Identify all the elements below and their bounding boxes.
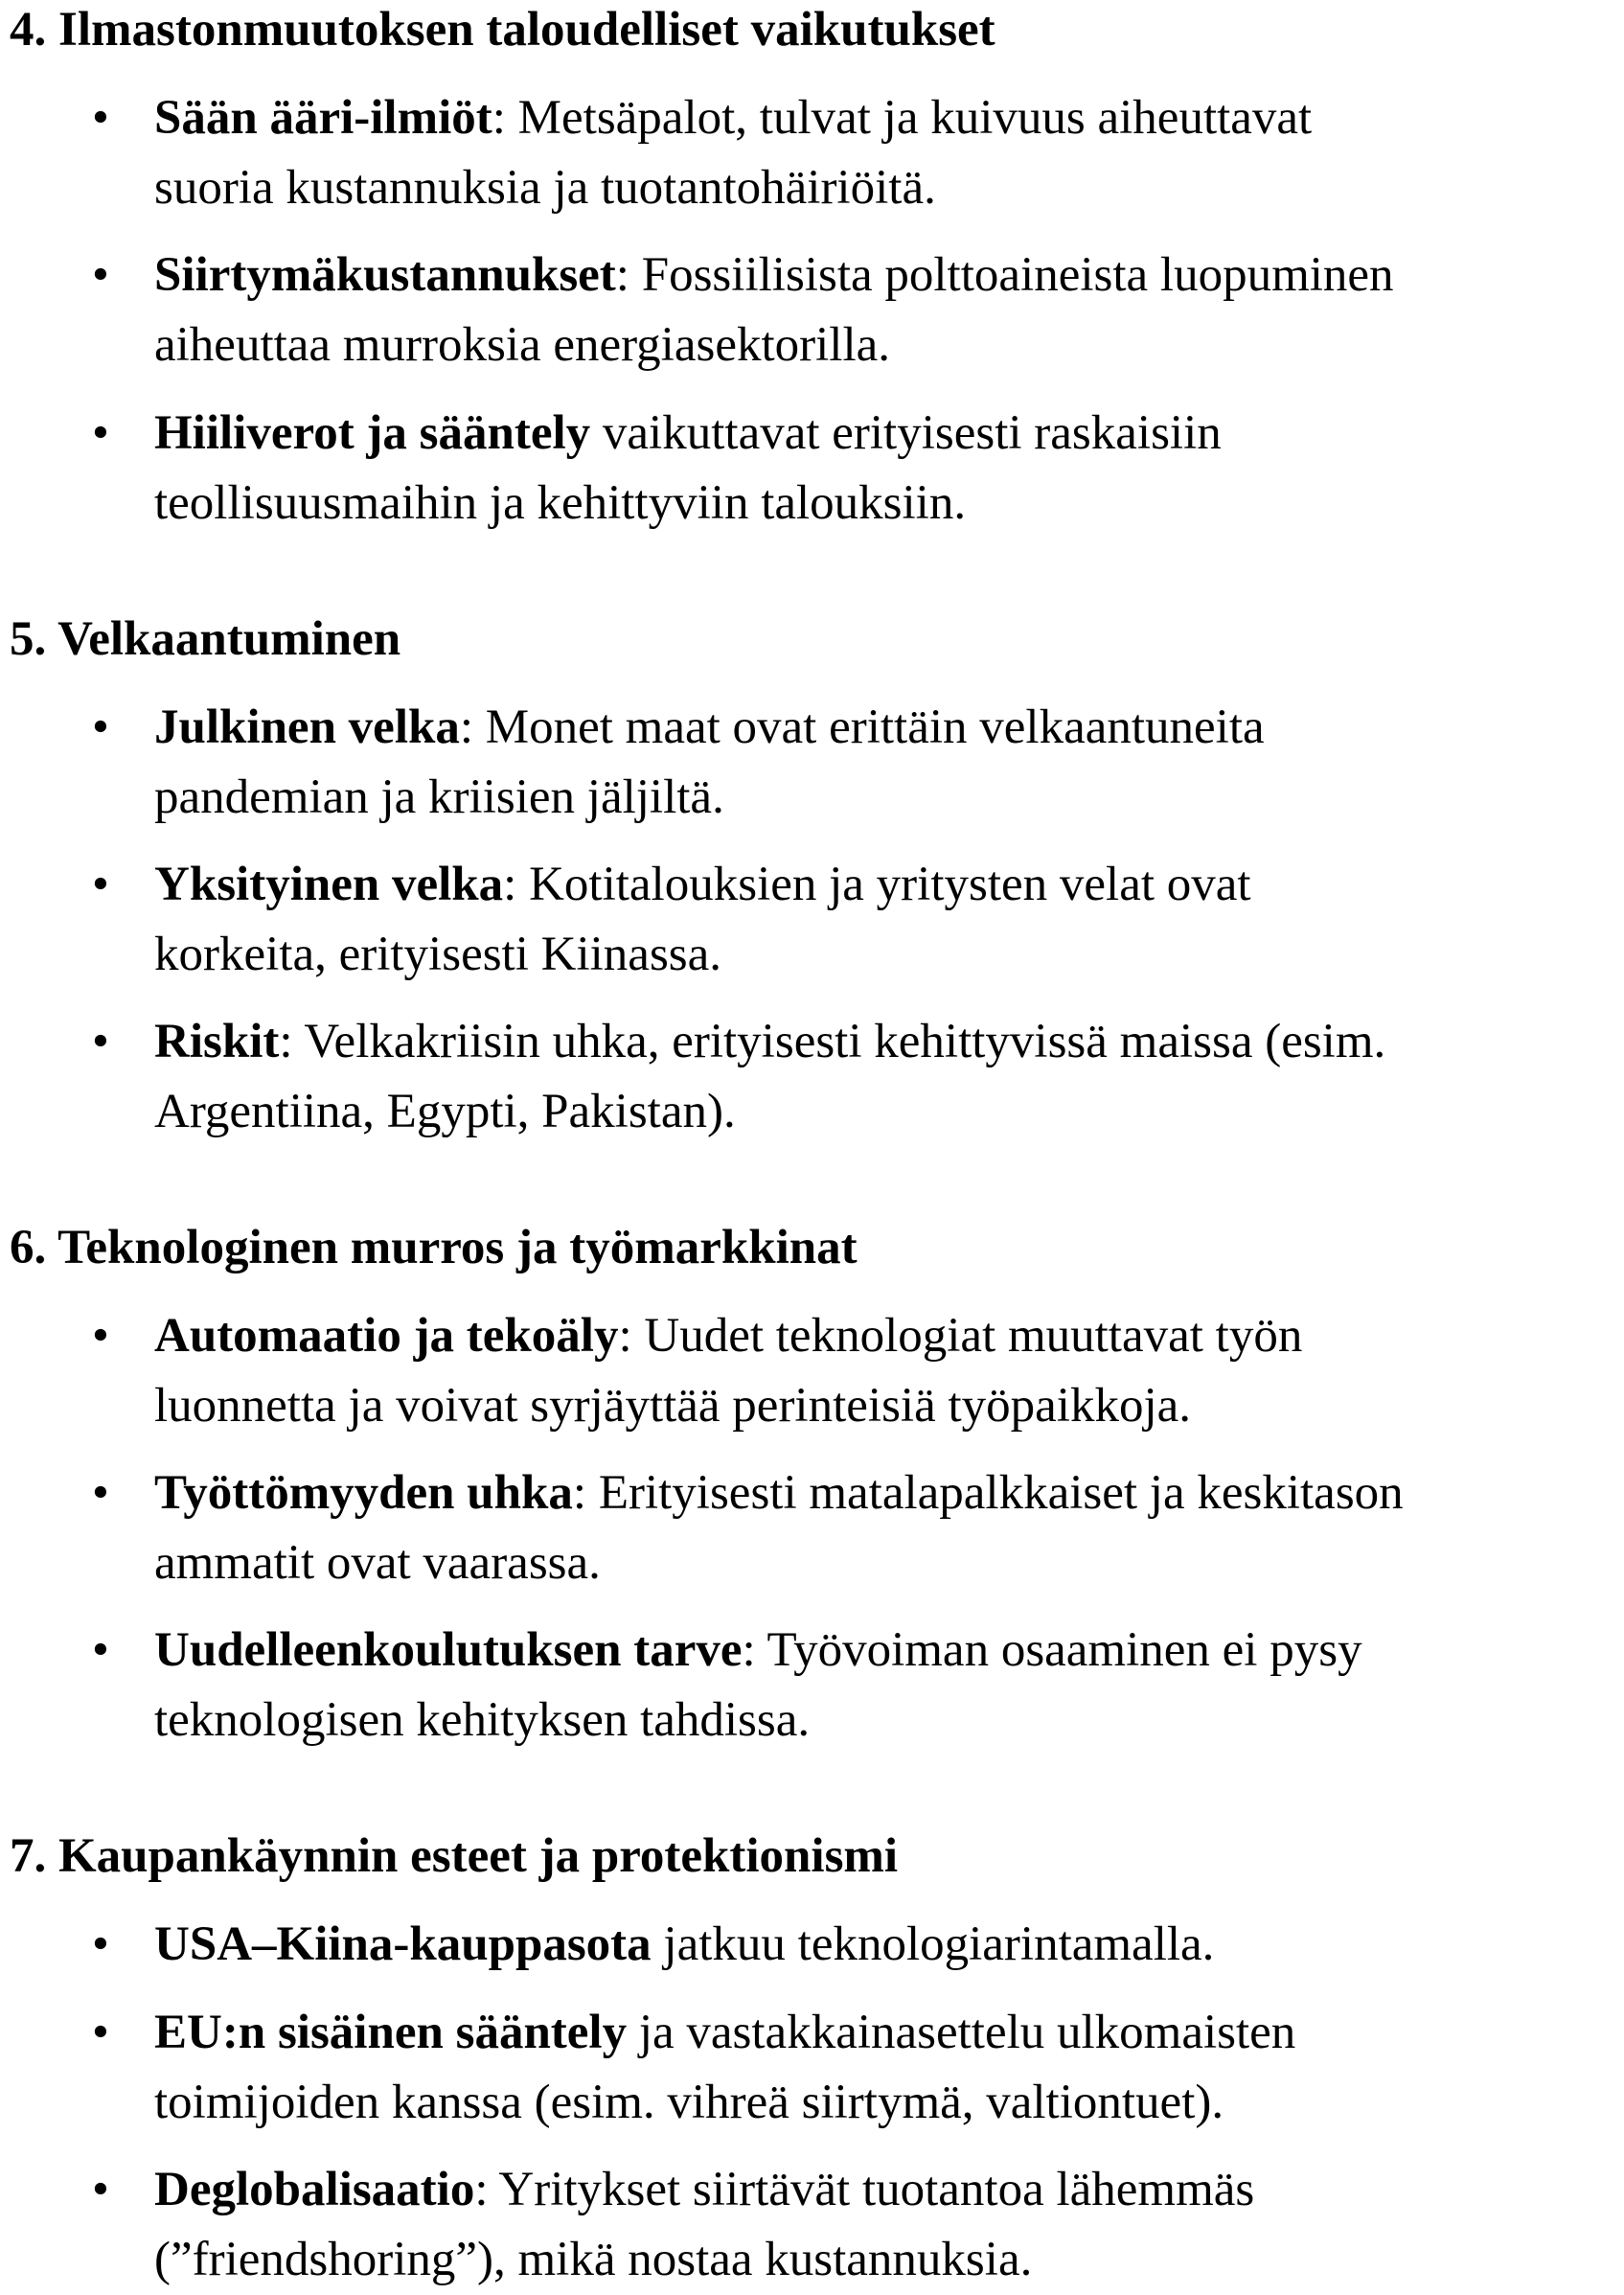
item-separator: : <box>492 91 518 145</box>
item-term: Siirtymäkustannukset <box>154 248 616 302</box>
bullet-icon: • <box>92 91 109 145</box>
item-term: Hiiliverot ja sääntely <box>154 406 591 460</box>
item-line-1 <box>154 850 1620 920</box>
item-line-1 <box>154 1301 1620 1371</box>
section-heading: 7. Kaupankäynnin esteet ja protektionismi <box>10 1829 899 1883</box>
item-term: EU:n sisäinen sääntely <box>154 2006 628 2059</box>
item-line-2: aiheuttaa murroksia energiasektorilla. <box>154 318 891 372</box>
bullet-icon: • <box>92 2006 109 2059</box>
item-text <box>154 1007 1620 1147</box>
item-line-1 <box>154 1998 1620 2068</box>
item-text <box>154 1910 1620 1980</box>
item-rest: Uudet teknologiat muuttavat työn <box>644 1309 1303 1363</box>
item-line-1 <box>154 1616 1620 1686</box>
item-line-1 <box>154 1910 1620 1980</box>
section-heading: 5. Velkaantuminen <box>10 612 401 666</box>
item-rest: jatkuu teknologiarintamalla. <box>663 1917 1215 1971</box>
item-line-2: teknologisen kehityksen tahdissa. <box>154 1693 811 1747</box>
item-term: USA–Kiina-kauppasota <box>154 1917 652 1971</box>
item-separator <box>590 406 603 460</box>
item-line-2: (”friendshoring”), mikä nostaa kustannuksia. <box>154 2233 1033 2286</box>
section-heading: 6. Teknologinen murros ja työmarkkinat <box>10 1221 858 1274</box>
item-text <box>154 1301 1620 1441</box>
item-line-2: teollisuusmaihin ja kehittyviin talouksiin. <box>154 476 967 530</box>
item-line-1 <box>154 83 1620 153</box>
item-rest: Työvoiman osaaminen ei pysy <box>766 1623 1362 1677</box>
item-line-1 <box>154 1458 1620 1528</box>
item-text <box>154 83 1620 223</box>
item-line-2: luonnetta ja voivat syrjäyttää perinteisiä työpaikkoja. <box>154 1379 1192 1433</box>
item-separator: : <box>459 700 486 754</box>
item-text <box>154 1458 1620 1598</box>
bullet-icon: • <box>92 2163 109 2216</box>
item-text <box>154 850 1620 990</box>
item-separator: : <box>279 1015 305 1068</box>
item-text <box>154 2155 1620 2295</box>
item-term: Sään ääri-ilmiöt <box>154 91 492 145</box>
item-line-2: Argentiina, Egypti, Pakistan). <box>154 1085 736 1138</box>
item-text <box>154 1616 1620 1756</box>
item-rest: Yritykset siirtävät tuotantoa lähemmäs <box>498 2163 1255 2216</box>
item-rest: ja vastakkainasettelu ulkomaisten <box>638 2006 1296 2059</box>
item-term: Riskit <box>154 1015 280 1068</box>
item-separator: : <box>474 2163 499 2216</box>
item-line-2: suoria kustannuksia ja tuotantohäiriöitä. <box>154 161 936 215</box>
bullet-icon: • <box>92 1917 109 1971</box>
bullet-icon: • <box>92 1015 109 1068</box>
item-separator: : <box>615 248 642 302</box>
item-separator <box>652 1917 664 1971</box>
bullet-icon: • <box>92 858 109 911</box>
item-separator: : <box>572 1466 599 1520</box>
item-line-1 <box>154 1007 1620 1077</box>
item-term: Uudelleenkoulutuksen tarve <box>154 1623 743 1677</box>
item-text <box>154 693 1620 833</box>
item-term: Yksityinen velka <box>154 858 504 911</box>
item-line-1 <box>154 241 1620 310</box>
item-rest: Monet maat ovat erittäin velkaantuneita <box>485 700 1265 754</box>
item-separator: : <box>742 1623 767 1677</box>
item-line-2: ammatit ovat vaarassa. <box>154 1536 601 1590</box>
item-text <box>154 1998 1620 2138</box>
item-separator: : <box>503 858 530 911</box>
item-line-1 <box>154 399 1620 469</box>
bullet-icon: • <box>92 1309 109 1363</box>
item-term: Automaatio ja tekoäly <box>154 1309 619 1363</box>
item-rest: Fossiilisista polttoaineista luopuminen <box>641 248 1394 302</box>
item-rest: Velkakriisin uhka, erityisesti kehittyvissä maissa (esim. <box>304 1015 1386 1068</box>
bullet-icon: • <box>92 700 109 754</box>
bullet-icon: • <box>92 406 109 460</box>
item-line-1 <box>154 693 1620 763</box>
item-rest: vaikuttavat erityisesti raskaisiin <box>602 406 1222 460</box>
bullet-icon: • <box>92 248 109 302</box>
item-line-2: toimijoiden kanssa (esim. vihreä siirtymä, valtiontuet). <box>154 2076 1224 2129</box>
section-heading: 4. Ilmastonmuutoksen taloudelliset vaikutukset <box>10 3 995 57</box>
item-rest: Erityisesti matalapalkkaiset ja keskitason <box>598 1466 1404 1520</box>
item-term: Työttömyyden uhka <box>154 1466 573 1520</box>
item-rest: Kotitalouksien ja yritysten velat ovat <box>529 858 1251 911</box>
item-text <box>154 399 1620 539</box>
item-term: Julkinen velka <box>154 700 460 754</box>
item-line-2: pandemian ja kriisien jäljiltä. <box>154 770 724 824</box>
bullet-icon: • <box>92 1466 109 1520</box>
item-separator: : <box>618 1309 645 1363</box>
item-text <box>154 241 1620 380</box>
bullet-icon: • <box>92 1623 109 1677</box>
item-line-2: korkeita, erityisesti Kiinassa. <box>154 928 722 981</box>
item-line-1 <box>154 2155 1620 2225</box>
item-separator <box>627 2006 639 2059</box>
item-term: Deglobalisaatio <box>154 2163 475 2216</box>
item-rest: Metsäpalot, tulvat ja kuivuus aiheuttavat <box>517 91 1313 145</box>
